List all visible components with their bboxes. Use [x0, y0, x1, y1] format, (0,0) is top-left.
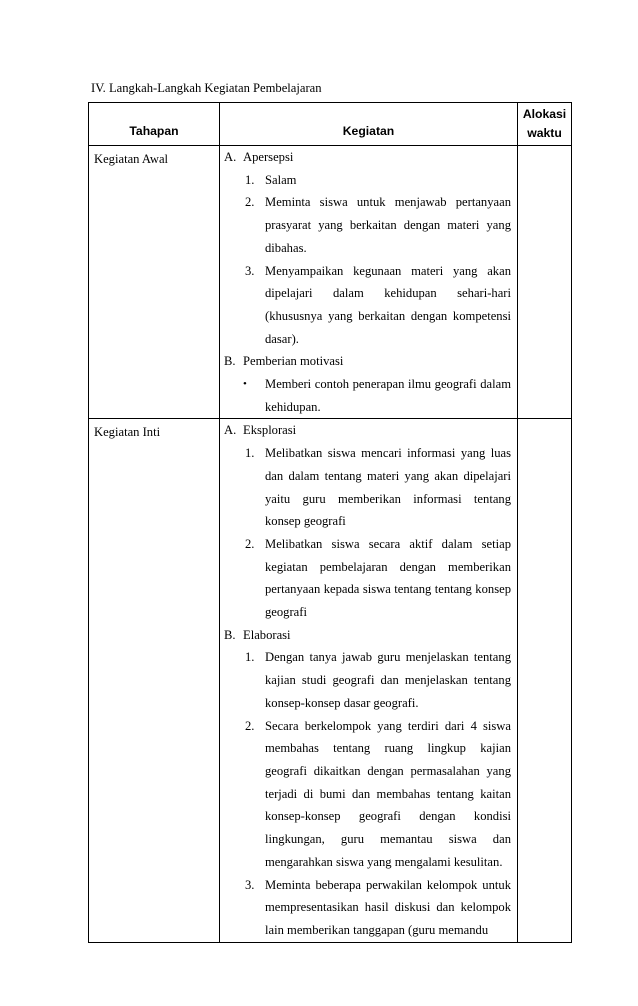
activity-cell [220, 146, 518, 419]
list-item: 1. Salam [245, 172, 297, 187]
list-item: 2. Meminta siswa untuk menjawab pertanyaan prasyarat yang berkaitan dengan materi yang dibahas. [245, 195, 511, 255]
section-title: B. Pemberian motivasi [224, 354, 344, 369]
section-heading: IV. Langkah-Langkah Kegiatan Pembelajaran [91, 81, 322, 95]
list-item: 3. Menyampaikan kegunaan materi yang akan dipelajari dalam kehidupan sehari-hari (khususnya yang berkaitan dengan kompetensi dasar). [245, 263, 511, 346]
time-cell [518, 146, 572, 419]
stage-name: Kegiatan Inti [94, 425, 161, 440]
time-cell [518, 419, 572, 942]
stage-cell [89, 419, 220, 942]
table-row [89, 419, 572, 942]
section-title: A. Apersepsi [224, 150, 294, 164]
activity-cell [220, 419, 518, 942]
lesson-steps-table [88, 102, 572, 943]
list-item: 1. Dengan tanya jawab guru menjelaskan tentang kajian studi geografi dan menjelaskan tentang konsep-konsep dasar geografi. [245, 650, 511, 710]
list-item: 1. Melibatkan siswa mencari informasi yang luas dan dalam tentang materi yang akan dipelajari yaitu guru memberikan informasi tentang konsep geografi [245, 446, 511, 529]
header-stage: Tahapan [89, 103, 220, 146]
list-item: 3. Meminta beberapa perwakilan kelompok untuk mempresentasikan hasil diskusi dan kelompok lain memberikan tanggapan (guru memandu [245, 877, 511, 937]
section-title: A. Eksplorasi [224, 423, 297, 438]
list-item: 2. Secara berkelompok yang terdiri dari 4 siswa membahas tentang ruang lingkup kajian geografi dikaitkan dengan permasalahan yang terjadi di bumi dan membahas tentang kaitan konsep-konsep geografi dengan kondisi lingkungan, guru memantau siswa dan mengarahkan siswa yang mengalami kesulitan. [245, 718, 511, 869]
list-item: • Memberi contoh penerapan ilmu geografi dalam kehidupan. [220, 373, 511, 418]
bullet-icon: • [243, 378, 247, 391]
stage-cell [89, 146, 220, 419]
list-item: 2. Melibatkan siswa secara aktif dalam setiap kegiatan pembelajaran dengan memberikan pertanyaan kepada siswa tentang tentang konsep geografi [245, 536, 511, 620]
header-activity: Kegiatan [220, 103, 518, 146]
section-title: B. Elaborasi [224, 627, 291, 642]
header-time-allocation: Alokasi waktu [518, 103, 572, 146]
table-row [89, 146, 572, 419]
table-header-row [89, 103, 572, 146]
stage-name: Kegiatan Awal [94, 152, 169, 166]
